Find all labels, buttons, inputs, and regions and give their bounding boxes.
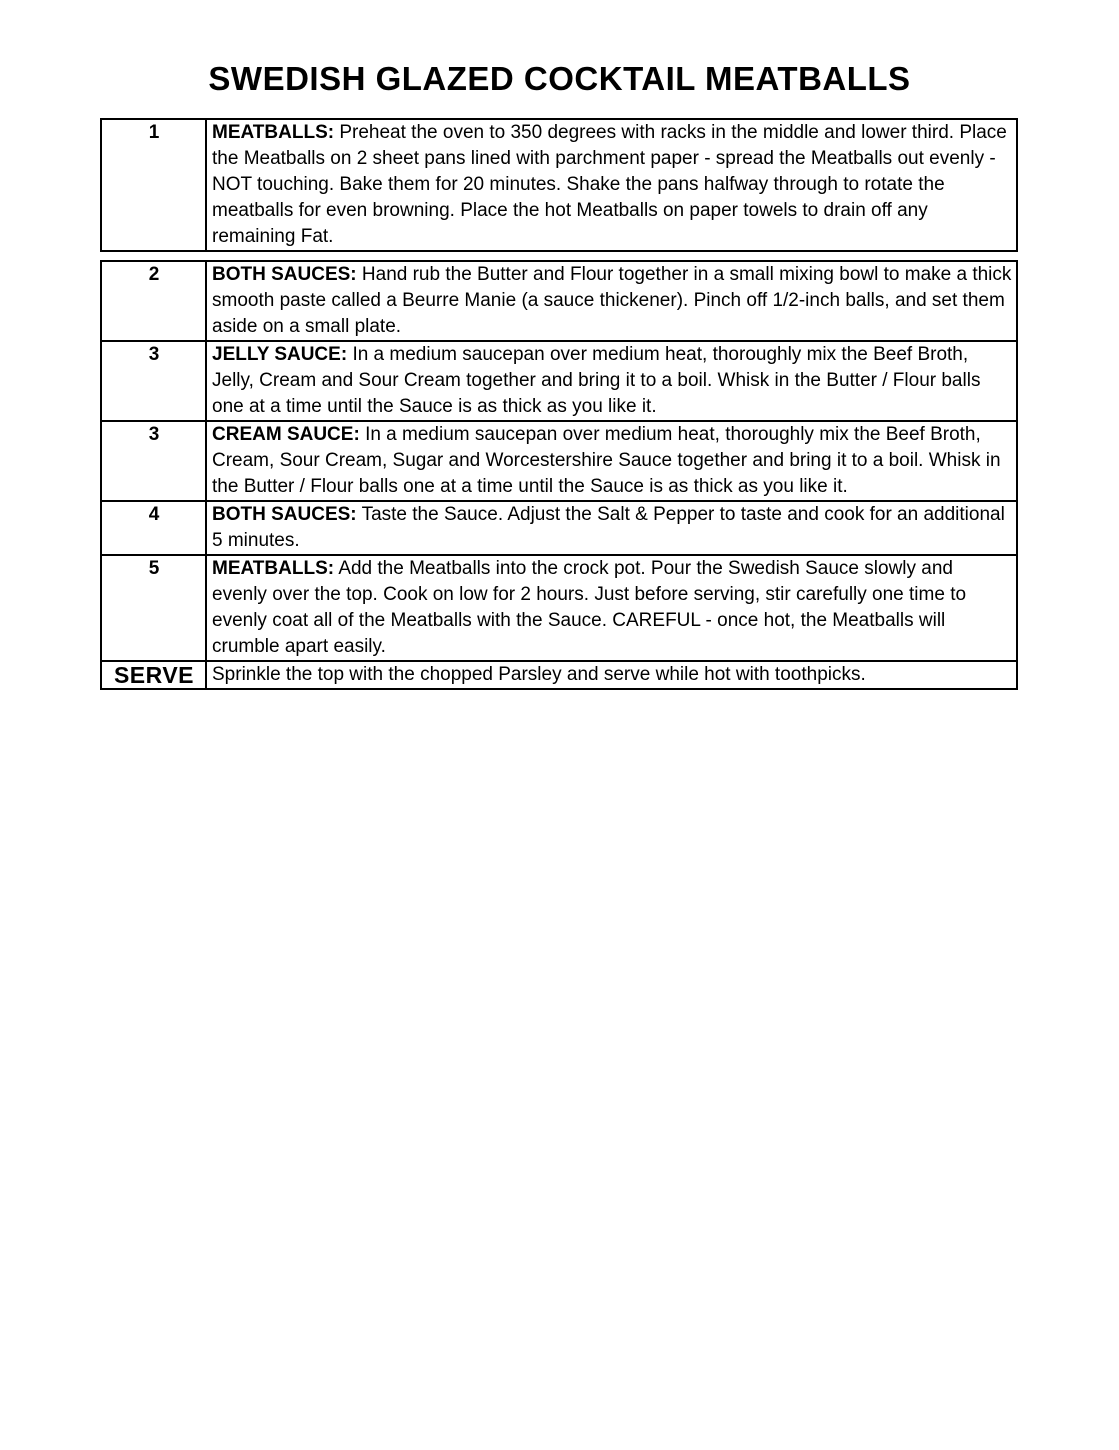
step-label: BOTH SAUCES: xyxy=(212,264,357,285)
step-text: Hand rub the Butter and Flour together in a small mixing bowl to make a thick smooth paste called a Beurre Manie (a sauce thickener). Pinch off 1/2-inch balls, and set them aside on a small plate. xyxy=(212,264,1012,337)
steps-table-1 xyxy=(100,118,1018,252)
step-instruction xyxy=(206,555,1017,661)
table-row xyxy=(101,501,1017,555)
step-number: 2 xyxy=(101,261,206,341)
step-instruction xyxy=(206,501,1017,555)
step-instruction xyxy=(206,261,1017,341)
table-row xyxy=(101,421,1017,501)
step-instruction xyxy=(206,661,1017,689)
table-row xyxy=(101,119,1017,251)
step-number: 1 xyxy=(101,119,206,251)
step-number: 5 xyxy=(101,555,206,661)
step-number: 3 xyxy=(101,421,206,501)
step-text: In a medium saucepan over medium heat, thoroughly mix the Beef Broth, Jelly, Cream and Sour Cream together and bring it to a boil. Whisk in the Butter / Flour balls one at a time until the Sauce is as thick as you like it. xyxy=(212,344,981,417)
step-text: In a medium saucepan over medium heat, thoroughly mix the Beef Broth, Cream, Sour Cream, Sugar and Worcestershire Sauce together and bring it to a boil. Whisk in the Butter / Flour balls one at a time until the Sauce is as thick as you like it. xyxy=(212,424,1001,497)
step-text: Add the Meatballs into the crock pot. Pour the Swedish Sauce slowly and evenly over the top. Cook on low for 2 hours. Just before serving, stir carefully one time to evenly coat all of the Meatballs with the Sauce. CAREFUL - once hot, the Meatballs will crumble apart easily. xyxy=(212,558,967,657)
step-instruction xyxy=(206,119,1017,251)
steps-table-2 xyxy=(100,260,1018,690)
step-instruction xyxy=(206,341,1017,421)
step-label: MEATBALLS: xyxy=(212,122,335,143)
step-number: 4 xyxy=(101,501,206,555)
step-label: CREAM SAUCE: xyxy=(212,424,360,445)
table-row xyxy=(101,555,1017,661)
step-label: MEATBALLS: xyxy=(212,558,335,579)
table-row xyxy=(101,661,1017,689)
step-instruction xyxy=(206,421,1017,501)
table-row xyxy=(101,341,1017,421)
step-text: Sprinkle the top with the chopped Parsley and serve while hot with toothpicks. xyxy=(212,664,866,685)
step-label: JELLY SAUCE: xyxy=(212,344,348,365)
table-row xyxy=(101,261,1017,341)
step-text: Taste the Sauce. Adjust the Salt & Pepper to taste and cook for an additional 5 minutes. xyxy=(212,504,1005,551)
step-number: 3 xyxy=(101,341,206,421)
step-text: Preheat the oven to 350 degrees with racks in the middle and lower third. Place the Meatballs on 2 sheet pans lined with parchment paper - spread the Meatballs out evenly - NOT touching. Bake them for 20 minutes. Shake the pans halfway through to rotate the meatballs for even browning. Place the hot Meatballs on paper towels to drain off any remaining Fat. xyxy=(212,122,1007,247)
step-label: BOTH SAUCES: xyxy=(212,504,357,525)
page-title: SWEDISH GLAZED COCKTAIL MEATBALLS xyxy=(208,60,911,97)
step-number-serve: SERVE xyxy=(101,661,206,689)
